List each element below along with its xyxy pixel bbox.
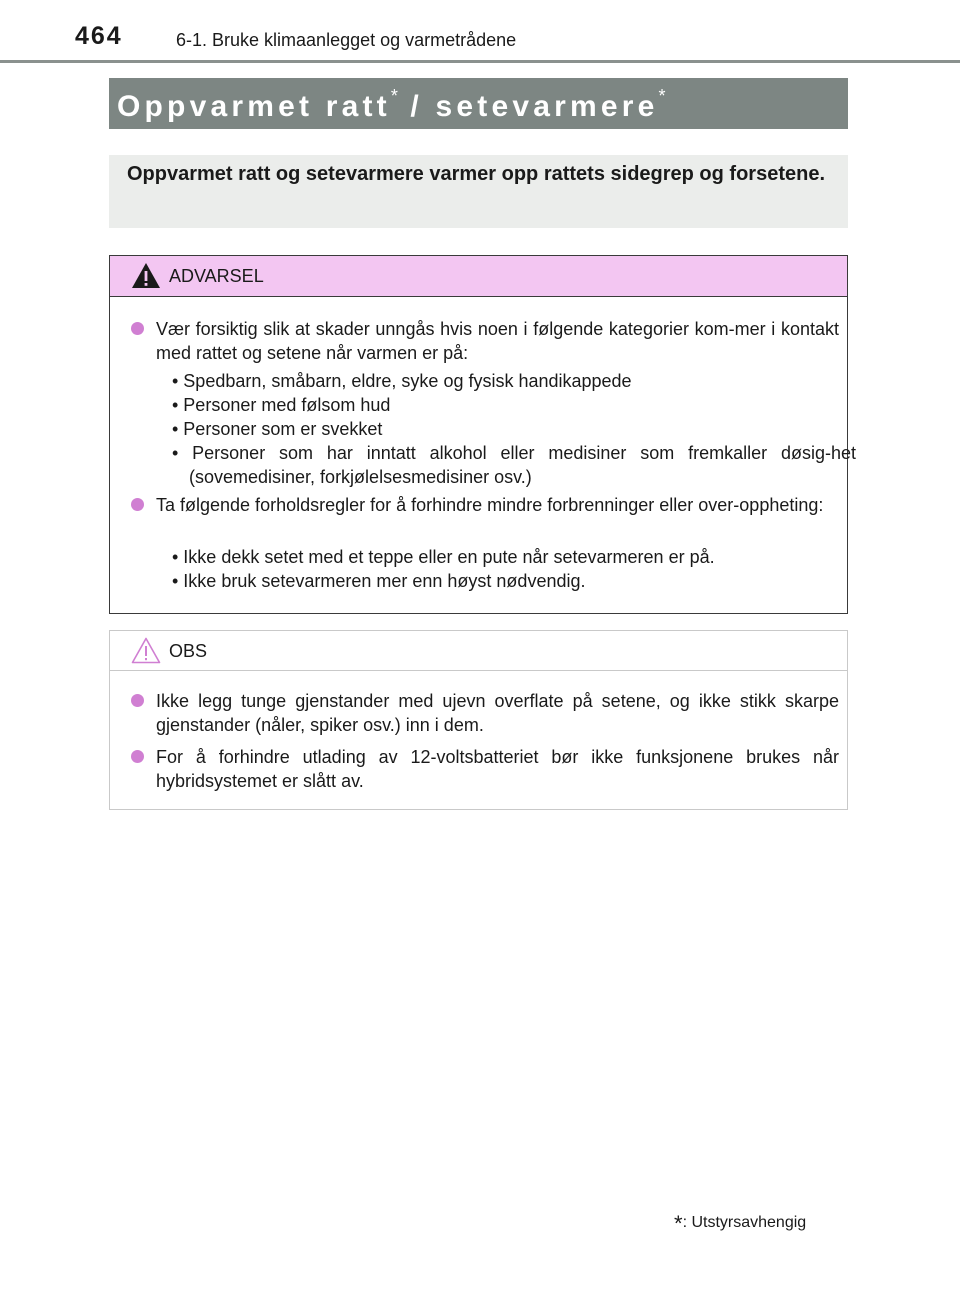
notice-header — [110, 631, 847, 671]
warning-triangle-icon — [131, 262, 161, 289]
notice-item-2: For å forhindre utlading av 12-voltsbatteriet bør ikke funksjonene brukes når hybridsystemet er slått av. — [156, 747, 839, 791]
bullet-dot — [131, 322, 144, 335]
footnote-asterisk: * — [674, 1211, 683, 1236]
warning-item-1: Vær forsiktig slik at skader unngås hvis noen i følgende kategorier kom-mer i kontakt med rattet og setene når varmen er på: — [156, 319, 839, 363]
footnote — [674, 1211, 806, 1237]
warning-subitem: • Spedbarn, småbarn, eldre, syke og fysisk handikappede — [172, 371, 632, 391]
warning-label: ADVARSEL — [169, 266, 264, 286]
intro-text: Oppvarmet ratt og setevarmere varmer opp rattets sidegrep og forsetene. — [127, 163, 826, 185]
warning-subitem: • Ikke bruk setevarmeren mer enn høyst nødvendig. — [172, 571, 586, 591]
title-part-1: Oppvarmet ratt — [117, 90, 391, 123]
warning-subitem: • Personer som er svekket — [172, 419, 383, 439]
warning-subitem: • Personer med følsom hud — [172, 395, 391, 415]
notice-item-1: Ikke legg tunge gjenstander med ujevn overflate på setene, og ikke stikk skarpe gjenstander (nåler, spiker osv.) inn i dem. — [156, 691, 839, 735]
title-asterisk-1: * — [390, 86, 398, 106]
chapter-header: 6-1. Bruke klimaanlegget og varmetrådene — [176, 30, 517, 50]
notice-label: OBS — [169, 641, 208, 661]
intro-box — [109, 155, 848, 228]
warning-header — [110, 256, 847, 297]
section-title-bar — [109, 78, 848, 129]
bullet-dot — [131, 750, 144, 763]
bullet-dot — [131, 498, 144, 511]
warning-subitem: • Ikke dekk setet med et teppe eller en pute når setevarmeren er på. — [172, 547, 715, 567]
warning-subitem: • Personer som har inntatt alkohol eller medisiner som fremkaller døsig-het (sovemedisiner, forkjølelsesmedisiner osv.) — [172, 443, 856, 487]
title-part-2: / setevarmere — [397, 90, 659, 123]
header-rule — [0, 60, 960, 63]
notice-box — [109, 630, 848, 810]
footnote-text: : Utstyrsavhengig — [682, 1214, 807, 1231]
warning-item-2: Ta følgende forholdsregler for å forhindre mindre forbrenninger eller over-oppheting: — [156, 495, 824, 515]
warning-box — [109, 255, 856, 614]
bullet-dot — [131, 694, 144, 707]
page-number: 464 — [75, 22, 123, 50]
section-title — [117, 86, 666, 124]
caution-triangle-icon — [131, 637, 161, 664]
title-asterisk-2: * — [658, 86, 666, 106]
